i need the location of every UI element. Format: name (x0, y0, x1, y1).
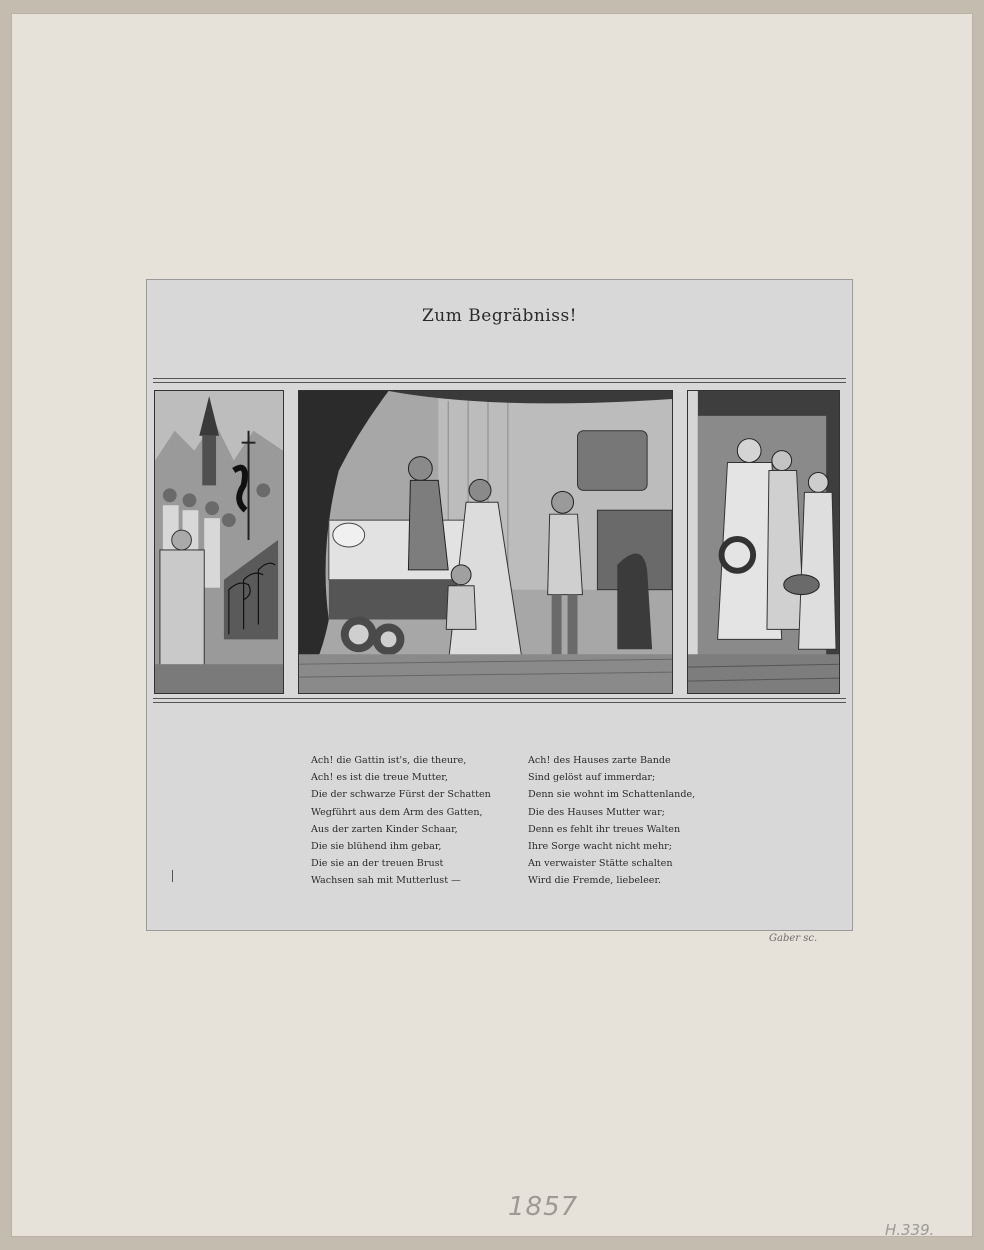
engraver-signature: Gaber sc. (769, 933, 818, 944)
panel-girls-with-wreaths (687, 390, 840, 694)
poem-line: Sind gelöst auf immerdar; (528, 772, 656, 784)
panel-deathbed-scene (298, 390, 673, 694)
print-plate (146, 279, 853, 931)
poem-stanza-right (528, 752, 695, 890)
poem-line: Wachsen sah mit Mutterlust — (311, 875, 461, 887)
deathbed-illustration (299, 391, 672, 693)
poem-line: Ach! die Gattin ist's, die theure, (311, 755, 467, 766)
top-border-rule-inner (153, 382, 846, 383)
poem-line: Denn es fehlt ihr treues Walten (528, 823, 681, 835)
poem-line: Die des Hauses Mutter war; (528, 806, 665, 818)
poem-line: Die der schwarze Fürst der Schatten (311, 789, 491, 801)
poem-line: Ihre Sorge wacht nicht mehr; (528, 840, 672, 852)
pencil-inventory-number: H.339. (885, 1221, 935, 1239)
poem-line: Aus der zarten Kinder Schaar, (311, 823, 458, 835)
print-title: Zum Begräbniss! (421, 306, 578, 326)
poem-line: Ach! des Hauses zarte Bande (528, 755, 671, 766)
panel-funeral-procession (154, 390, 284, 694)
poem-line: An verwaister Stätte schalten (528, 858, 673, 870)
poem-stanza-left (311, 752, 491, 890)
poem-line: Wird die Fremde, liebeleer. (528, 875, 662, 887)
poem-line: Ach! es ist die treue Mutter, (311, 772, 448, 784)
poem-line: Die sie an der treuen Brust (311, 858, 444, 870)
margin-tick-mark (172, 870, 173, 882)
poem-line: Wegführt aus dem Arm des Gatten, (311, 806, 483, 818)
bottom-border-rule (153, 698, 846, 699)
paper-mount (12, 14, 972, 1239)
poem-line: Die sie blühend ihm gebar, (311, 840, 442, 852)
top-border-rule (153, 378, 846, 379)
poem-line: Denn sie wohnt im Schattenlande, (528, 789, 696, 801)
pencil-year-annotation: 1857 (508, 1192, 579, 1222)
procession-illustration (155, 391, 283, 693)
bottom-border-rule-inner (153, 702, 846, 703)
girls-illustration (688, 391, 839, 693)
